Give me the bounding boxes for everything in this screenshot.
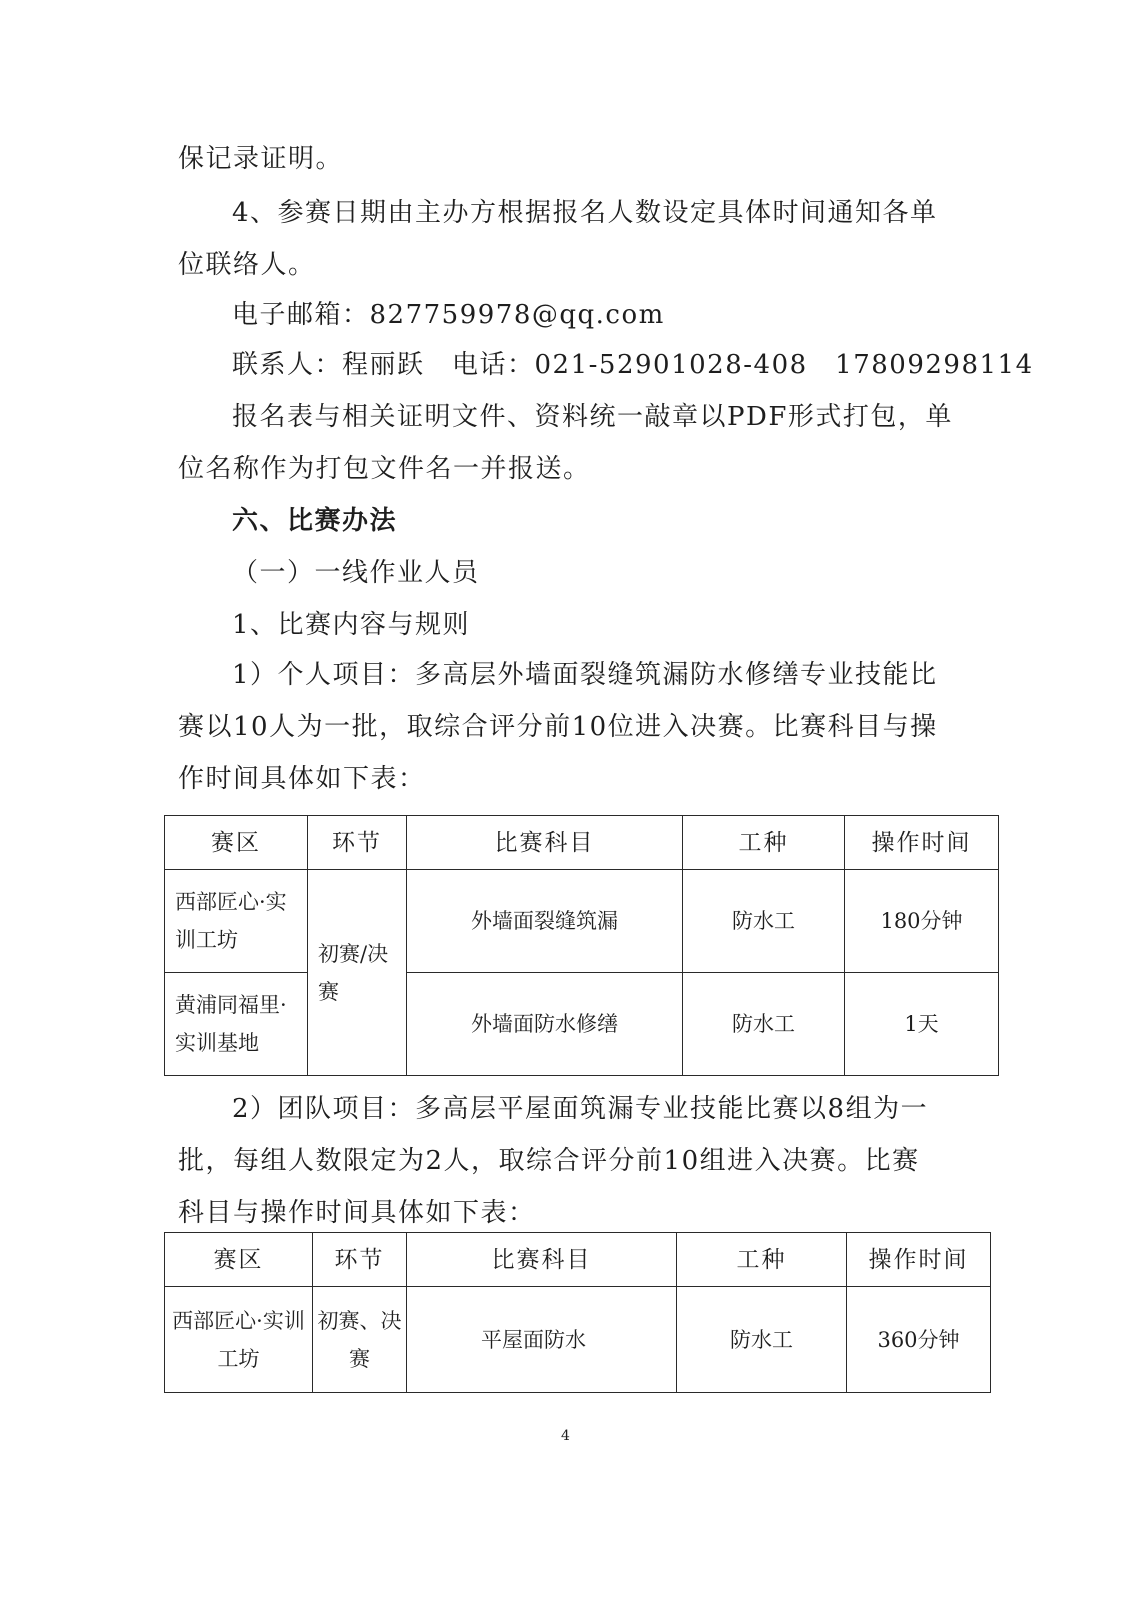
table-row [165,870,999,973]
paragraph-line: 批，每组人数限定为2人，取综合评分前10组进入决赛。比赛 [178,1146,920,1176]
paragraph-line: 报名表与相关证明文件、资料统一敲章以PDF形式打包，单 [232,402,953,432]
item-heading: 1、比赛内容与规则 [232,610,471,640]
header-cell-trade: 工种 [683,816,845,870]
team-schedule-table [164,1232,991,1393]
cell-time: 1天 [845,973,999,1076]
cell-time: 180分钟 [845,870,999,973]
subsection-heading: （一）一线作业人员 [232,558,480,588]
header-cell-time: 操作时间 [847,1233,991,1287]
header-cell-subject: 比赛科目 [407,816,683,870]
cell-area: 西部匠心·实训工坊 [165,1287,313,1393]
cell-area: 黄浦同福里·实训基地 [165,973,308,1076]
header-cell-area: 赛区 [165,1233,313,1287]
email-line: 电子邮箱：827759978@qq.com [232,300,665,330]
header-cell-stage: 环节 [313,1233,407,1287]
table-row [165,1287,991,1393]
header-cell-subject: 比赛科目 [407,1233,677,1287]
paragraph-line: 赛以10人为一批，取综合评分前10位进入决赛。比赛科目与操 [178,712,938,742]
paragraph-line: 2）团队项目：多高层平屋面筑漏专业技能比赛以8组为一 [232,1094,929,1124]
paragraph-line: 1）个人项目：多高层外墙面裂缝筑漏防水修缮专业技能比 [232,660,938,690]
paragraph-line: 位名称作为打包文件名一并报送。 [178,454,591,484]
cell-subject: 外墙面防水修缮 [407,973,683,1076]
cell-trade: 防水工 [683,870,845,973]
table-row [165,973,999,1076]
header-cell-time: 操作时间 [845,816,999,870]
paragraph-line: 保记录证明。 [178,144,344,174]
cell-time: 360分钟 [847,1287,991,1393]
header-cell-area: 赛区 [165,816,308,870]
header-cell-stage: 环节 [308,816,407,870]
cell-subject: 外墙面裂缝筑漏 [407,870,683,973]
cell-subject: 平屋面防水 [407,1287,677,1393]
cell-stage: 初赛/决赛 [308,870,407,1076]
cell-trade: 防水工 [683,973,845,1076]
paragraph-line: 位联络人。 [178,250,316,280]
table-header-row [165,1233,991,1287]
cell-stage: 初赛、决赛 [313,1287,407,1393]
paragraph-line: 4、参赛日期由主办方根据报名人数设定具体时间通知各单 [232,198,938,228]
paragraph-line: 作时间具体如下表： [178,764,426,794]
header-cell-trade: 工种 [677,1233,847,1287]
individual-schedule-table [164,815,999,1076]
page-number: 4 [561,1428,570,1444]
cell-trade: 防水工 [677,1287,847,1393]
cell-area: 西部匠心·实训工坊 [165,870,308,973]
contact-line: 联系人：程丽跃 电话：021-52901028-408 17809298114 [232,350,1034,380]
section-heading: 六、比赛办法 [232,506,398,536]
table-header-row [165,816,999,870]
paragraph-line: 科目与操作时间具体如下表： [178,1198,536,1228]
